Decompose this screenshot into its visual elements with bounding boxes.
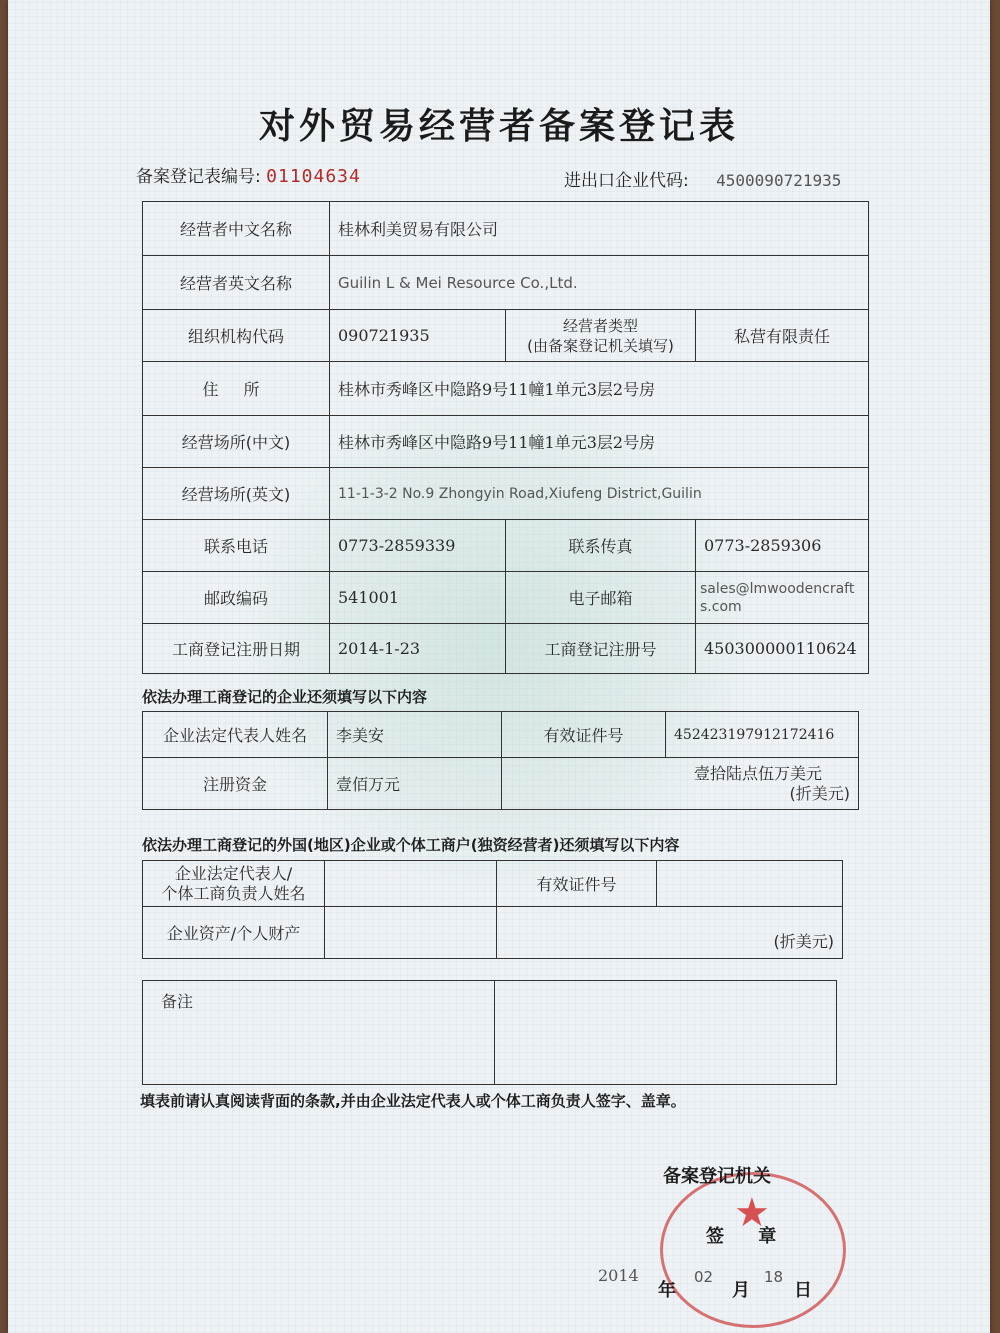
remarks-label: 备注 [143, 981, 495, 1085]
enterprise-code-label: 进出口企业代码: [564, 171, 689, 191]
table-row [143, 758, 859, 810]
operator-type-value: 私营有限责任 [696, 310, 869, 362]
foreign-id-label: 有效证件号 [497, 861, 657, 907]
capital-usd-label: (折美元) [789, 783, 850, 803]
en-name-value: Guilin L & Mei Resource Co.,Ltd. [330, 256, 869, 310]
email-label: 电子邮箱 [506, 572, 696, 624]
foreign-rep-label-line2: 个体工商负责人姓名 [161, 883, 306, 903]
reg-date-value: 2014-1-23 [330, 624, 506, 674]
fax-label: 联系传真 [506, 520, 696, 572]
org-code-label: 组织机构代码 [143, 310, 330, 362]
seal-star-icon: ★ [734, 1190, 770, 1236]
footer-note: 填表前请认真阅读背面的条款,并由企业法定代表人或个体工商负责人签字、盖章。 [140, 1092, 686, 1110]
postcode-value: 541001 [330, 572, 506, 624]
foreign-rep-label [143, 861, 325, 907]
date-year-label: 年 [658, 1280, 676, 1301]
reg-no-value: 450300000110624 [696, 624, 869, 674]
premises-en-value: 11-1-3-2 No.9 Zhongyin Road,Xiufeng District,Guilin [330, 468, 869, 520]
premises-cn-value: 桂林市秀峰区中隐路9号11幢1单元3层2号房 [330, 416, 869, 468]
date-month-label: 月 [732, 1280, 750, 1301]
date-year-value: 2014 [598, 1266, 639, 1285]
registration-number-label: 备案登记表编号: [136, 167, 261, 187]
assets-value [325, 907, 497, 959]
capital-value: 壹佰万元 [328, 758, 502, 810]
email-value-line1: sales@lmwoodencraft [700, 580, 855, 597]
registration-number-value: 01104634 [266, 166, 361, 187]
section2-note: 依法办理工商登记的企业还须填写以下内容 [142, 688, 428, 706]
form-title: 对外贸易经营者备案登记表 [258, 106, 739, 147]
cn-name-value: 桂林利美贸易有限公司 [330, 202, 869, 256]
date-month-value: 02 [694, 1268, 714, 1286]
address-value: 桂林市秀峰区中隐路9号11幢1单元3层2号房 [330, 362, 869, 416]
seal-label: 签 章 [706, 1226, 791, 1247]
reg-date-label: 工商登记注册日期 [143, 624, 330, 674]
table-row [143, 861, 843, 907]
table-row [143, 256, 869, 310]
table-row [143, 202, 869, 256]
date-day-value: 18 [764, 1268, 784, 1286]
table-row [143, 310, 869, 362]
fax-value: 0773-2859306 [696, 520, 869, 572]
foreign-rep-value [325, 861, 497, 907]
reg-no-label: 工商登记注册号 [506, 624, 696, 674]
enterprise-code [564, 166, 841, 191]
address-label: 住 所 [143, 362, 330, 416]
postcode-label: 邮政编码 [143, 572, 330, 624]
remarks-table [142, 980, 837, 1085]
date-day-label: 日 [794, 1280, 812, 1301]
table-row [143, 907, 843, 959]
authority-label: 备案登记机关 [663, 1166, 771, 1187]
assets-usd-label: (折美元) [497, 907, 843, 959]
registration-number [136, 162, 361, 187]
operator-type-label [506, 310, 696, 362]
paper-sheet [8, 0, 990, 1333]
email-value-line2: s.com [700, 598, 742, 615]
rep-name-value: 李美安 [328, 712, 502, 758]
table-row [143, 416, 869, 468]
assets-label: 企业资产/个人财产 [143, 907, 325, 959]
operator-type-label-line1: 经营者类型 [562, 316, 638, 335]
legal-rep-table [142, 711, 859, 810]
enterprise-code-value: 4500090721935 [716, 171, 842, 190]
remarks-value [495, 981, 837, 1085]
email-value [696, 572, 869, 624]
table-row [143, 981, 837, 1085]
capital-usd-value: 壹拾陆点伍万美元 [693, 763, 822, 783]
phone-label: 联系电话 [143, 520, 330, 572]
foreign-id-value [657, 861, 843, 907]
foreign-rep-label-line1: 企业法定代表人/ [174, 863, 293, 883]
id-number-value: 452423197912172416 [666, 712, 859, 758]
table-row [143, 572, 869, 624]
table-row [143, 520, 869, 572]
phone-value: 0773-2859339 [330, 520, 506, 572]
foreign-enterprise-table [142, 860, 843, 959]
table-row [143, 468, 869, 520]
table-row [143, 624, 869, 674]
cn-name-label: 经营者中文名称 [143, 202, 330, 256]
table-row [143, 712, 859, 758]
org-code-value: 090721935 [330, 310, 506, 362]
operator-type-label-line2: (由备案登记机关填写) [527, 336, 674, 355]
premises-cn-label: 经营场所(中文) [143, 416, 330, 468]
en-name-label: 经营者英文名称 [143, 256, 330, 310]
id-number-label: 有效证件号 [502, 712, 666, 758]
premises-en-label: 经营场所(英文) [143, 468, 330, 520]
capital-label: 注册资金 [143, 758, 328, 810]
capital-usd-cell [502, 758, 859, 810]
rep-name-label: 企业法定代表人姓名 [143, 712, 328, 758]
section3-note: 依法办理工商登记的外国(地区)企业或个体工商户(独资经营者)还须填写以下内容 [142, 836, 680, 854]
table-row [143, 362, 869, 416]
main-info-table [142, 201, 869, 674]
